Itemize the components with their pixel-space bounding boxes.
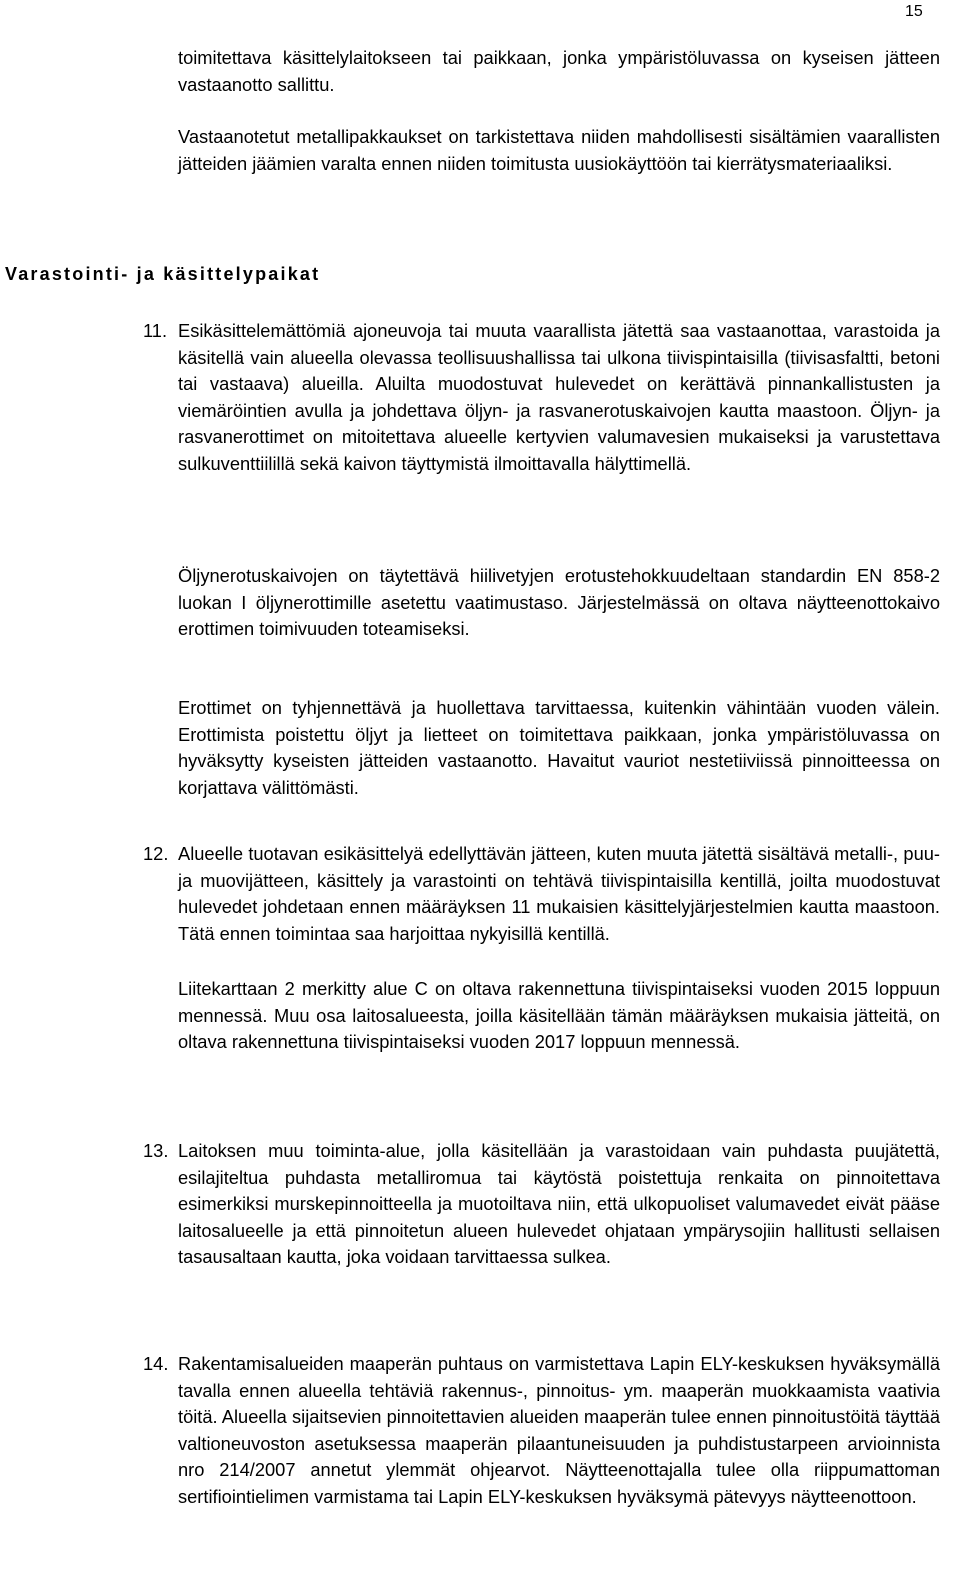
item-number-12: 12.: [143, 843, 169, 864]
item-11-paragraph-1: Esikäsittelemättömiä ajoneuvoja tai muuta vaarallista jätettä saa vastaanottaa, varastoida ja käsitellä vain alueella olevassa teollisuushallissa tai ulkona tiivispintaisilla (tiivisasfaltti, betoni tai vastaava) alueilla. Aluilta muodostuvat hulevedet on kerättävä pinnankallistusten ja viemäröintien avulla ja johdettava öljyn- ja rasvanerotuskaivojen kautta maastoon. Öljyn- ja rasvanerottimet on mitoitettava alueelle kertyvien valumavesien mukaiseksi ja varustettava sulkuventtiilillä sekä kaivon täyttymistä ilmoittavalla hälyttimellä.: [178, 320, 940, 474]
item-number-13: 13.: [143, 1140, 169, 1161]
item-number-11: 11.: [143, 320, 168, 341]
item-13-paragraph-1: Laitoksen muu toiminta-alue, jolla käsitellään ja varastoidaan vain puhdasta puujätettä, esilajiteltua puhdasta metalliromua tai käytöstä poistettuja renkaita on pinnoitettava esimerkiksi murskepinnoitteella ja muotoiltava niin, että ulkopuoliset valumavedet eivät pääse laitosalueelle ja että pinnoitetun alueen hulevedet ohjataan ympärysojiin hallitusti sellaisen tasausaltaan kautta, joka voidaan tarvittaessa sulkea.: [178, 1140, 940, 1268]
item-11-paragraph-2: Öljynerotuskaivojen on täytettävä hiilivetyjen erotustehokkuudeltaan standardin EN 858-2 luokan I öljynerottimille asetettu vaatimustaso. Järjestelmässä on oltava näytteenottokaivo erottimen toimivuuden toteamiseksi.: [178, 565, 940, 640]
item-11-paragraph-3: Erottimet on tyhjennettävä ja huollettava tarvittaessa, kuitenkin vähintään vuoden välein. Erottimista poistettu öljyt ja lietteet on toimitettava paikkaan, jonka ympäristöluvassa on hyväksytty kyseisten jätteiden vastaanotto. Havaitut vauriot nestetiiviissä pinnoitteessa on korjattava välittömästi.: [178, 697, 940, 798]
paragraph-metal-packaging: Vastaanotetut metallipakkaukset on tarkistettava niiden mahdollisesti sisältämien vaarallisten jätteiden jäämien varalta ennen niiden toimitusta uusiokäyttöön tai kierrätysmateriaaliksi.: [178, 126, 940, 174]
section-heading: Varastointi- ja käsittelypaikat: [5, 264, 321, 284]
item-14-paragraph-1: Rakentamisalueiden maaperän puhtaus on varmistettava Lapin ELY-keskuksen hyväksymällä tavalla ennen alueella tehtäviä rakennus-, pinnoitus- ym. maaperän muokkaamista vaativia töitä. Alueella sijaitsevien pinnoitettavien alueiden maaperän tulee ennen pinnoitustöitä täyttää valtioneuvoston asetuksessa maaperän pilaantuneisuuden ja puhdistustarpeen arvioinnista nro 214/2007 annetut ylemmät ohjearvot. Näytteenottajalla tulee olla riippumattoman sertifiointielimen varmistama tai Lapin ELY-keskuksen hyväksymä pätevyys näytteenottoon.: [178, 1353, 940, 1507]
item-number-14: 14.: [143, 1353, 169, 1374]
item-12-paragraph-2: Liitekarttaan 2 merkitty alue C on oltava rakennettuna tiivispintaiseksi vuoden 2015 loppuun mennessä. Muu osa laitosalueesta, joilla käsitellään tämän määräyksen mukaisia jätteitä, on oltava rakennettuna tiivispintaiseksi vuoden 2017 loppuun mennessä.: [178, 978, 940, 1053]
page-number: 15: [905, 3, 923, 20]
paragraph-intro-continuation: toimitettava käsittelylaitokseen tai paikkaan, jonka ympäristöluvassa on kyseisen jätteen vastaanotto sallittu.: [178, 47, 940, 95]
item-12-paragraph-1: Alueelle tuotavan esikäsittelyä edellyttävän jätteen, kuten muuta jätettä sisältävä metalli-, puu- ja muovijätteen, käsittely ja varastointi on tehtävä tiivispintaisilla kentillä, joilta muodostuvat hulevedet johdetaan ennen määräyksen 11 mukaisien käsittelyjärjestelmien kautta maastoon. Tätä ennen toimintaa saa harjoittaa nykyisillä kentillä.: [178, 843, 940, 944]
